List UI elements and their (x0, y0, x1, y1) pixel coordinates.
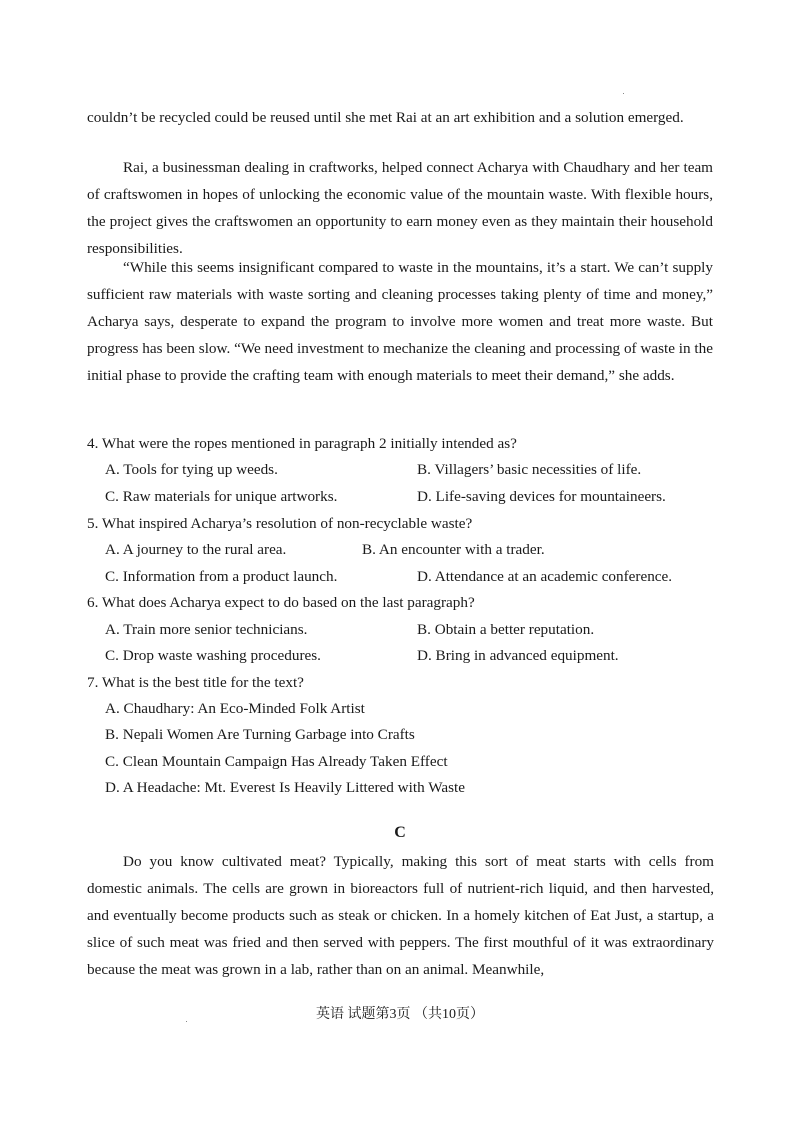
scan-speck (186, 1021, 187, 1022)
question-stem: 4. What were the ropes mentioned in paragraph 2 initially intended as? (87, 435, 517, 452)
option-a: A. A journey to the rural area. (105, 541, 287, 558)
question-stem: 7. What is the best title for the text? (87, 674, 304, 691)
section-heading: C (394, 824, 406, 841)
option-d: D. A Headache: Mt. Everest Is Heavily Littered with Waste (105, 779, 465, 796)
option-c: C. Raw materials for unique artworks. (105, 488, 338, 505)
option-a: A. Train more senior technicians. (105, 621, 308, 638)
scan-speck (623, 93, 624, 94)
option-c: C. Clean Mountain Campaign Has Already Taken Effect (105, 753, 448, 770)
option-d: D. Life-saving devices for mountaineers. (417, 488, 666, 505)
option-d: D. Attendance at an academic conference. (417, 568, 673, 585)
passage-paragraph: couldn’t be recycled could be reused until she met Rai at an art exhibition and a solution emerged. (87, 109, 684, 126)
option-c: C. Drop waste washing procedures. (105, 647, 321, 664)
option-b: B. An encounter with a trader. (362, 541, 545, 558)
option-b: B. Nepali Women Are Turning Garbage into Crafts (105, 726, 415, 743)
option-d: D. Bring in advanced equipment. (417, 647, 619, 664)
option-b: B. Obtain a better reputation. (417, 621, 595, 638)
passage-paragraph: Do you know cultivated meat? Typically, making this sort of meat starts with cells from domestic animals. The cells are grown in bioreactors full of nutrient-rich liquid, and then harvested, and eventually become products such as steak or chicken. In a homely kitchen of Eat Just, a startup, a slice of such meat was fried and then served with peppers. The first mouthful of it was extraordinary because the meat was grown in a lab, rather than on an animal. Meanwhile, (87, 853, 714, 978)
passage-paragraph: “While this seems insignificant compared to waste in the mountains, it’s a start. We can’t supply sufficient raw materials with waste sorting and cleaning processes taking plenty of time and money,” Acharya says, desperate to expand the program to involve more women and treat more waste. But progress has been slow. “We need investment to mechanize the cleaning and processing of waste in the initial phase to provide the crafting team with enough materials to meet their demand,” she adds. (87, 259, 713, 384)
option-c: C. Information from a product launch. (105, 568, 338, 585)
question-stem: 5. What inspired Acharya’s resolution of non-recyclable waste? (87, 515, 473, 532)
question-stem: 6. What does Acharya expect to do based on the last paragraph? (87, 594, 475, 611)
page-footer: 英语 试题第3页 （共10页） (316, 1007, 484, 1022)
option-a: A. Chaudhary: An Eco-Minded Folk Artist (105, 700, 365, 717)
option-b: B. Villagers’ basic necessities of life. (417, 461, 642, 478)
passage-paragraph: Rai, a businessman dealing in craftworks, helped connect Acharya with Chaudhary and her team of craftswomen in hopes of unlocking the economic value of the mountain waste. With flexible hours, the project gives the craftswomen an opportunity to earn money even as they maintain their household responsibilities. (87, 159, 713, 257)
option-a: A. Tools for tying up weeds. (105, 461, 278, 478)
